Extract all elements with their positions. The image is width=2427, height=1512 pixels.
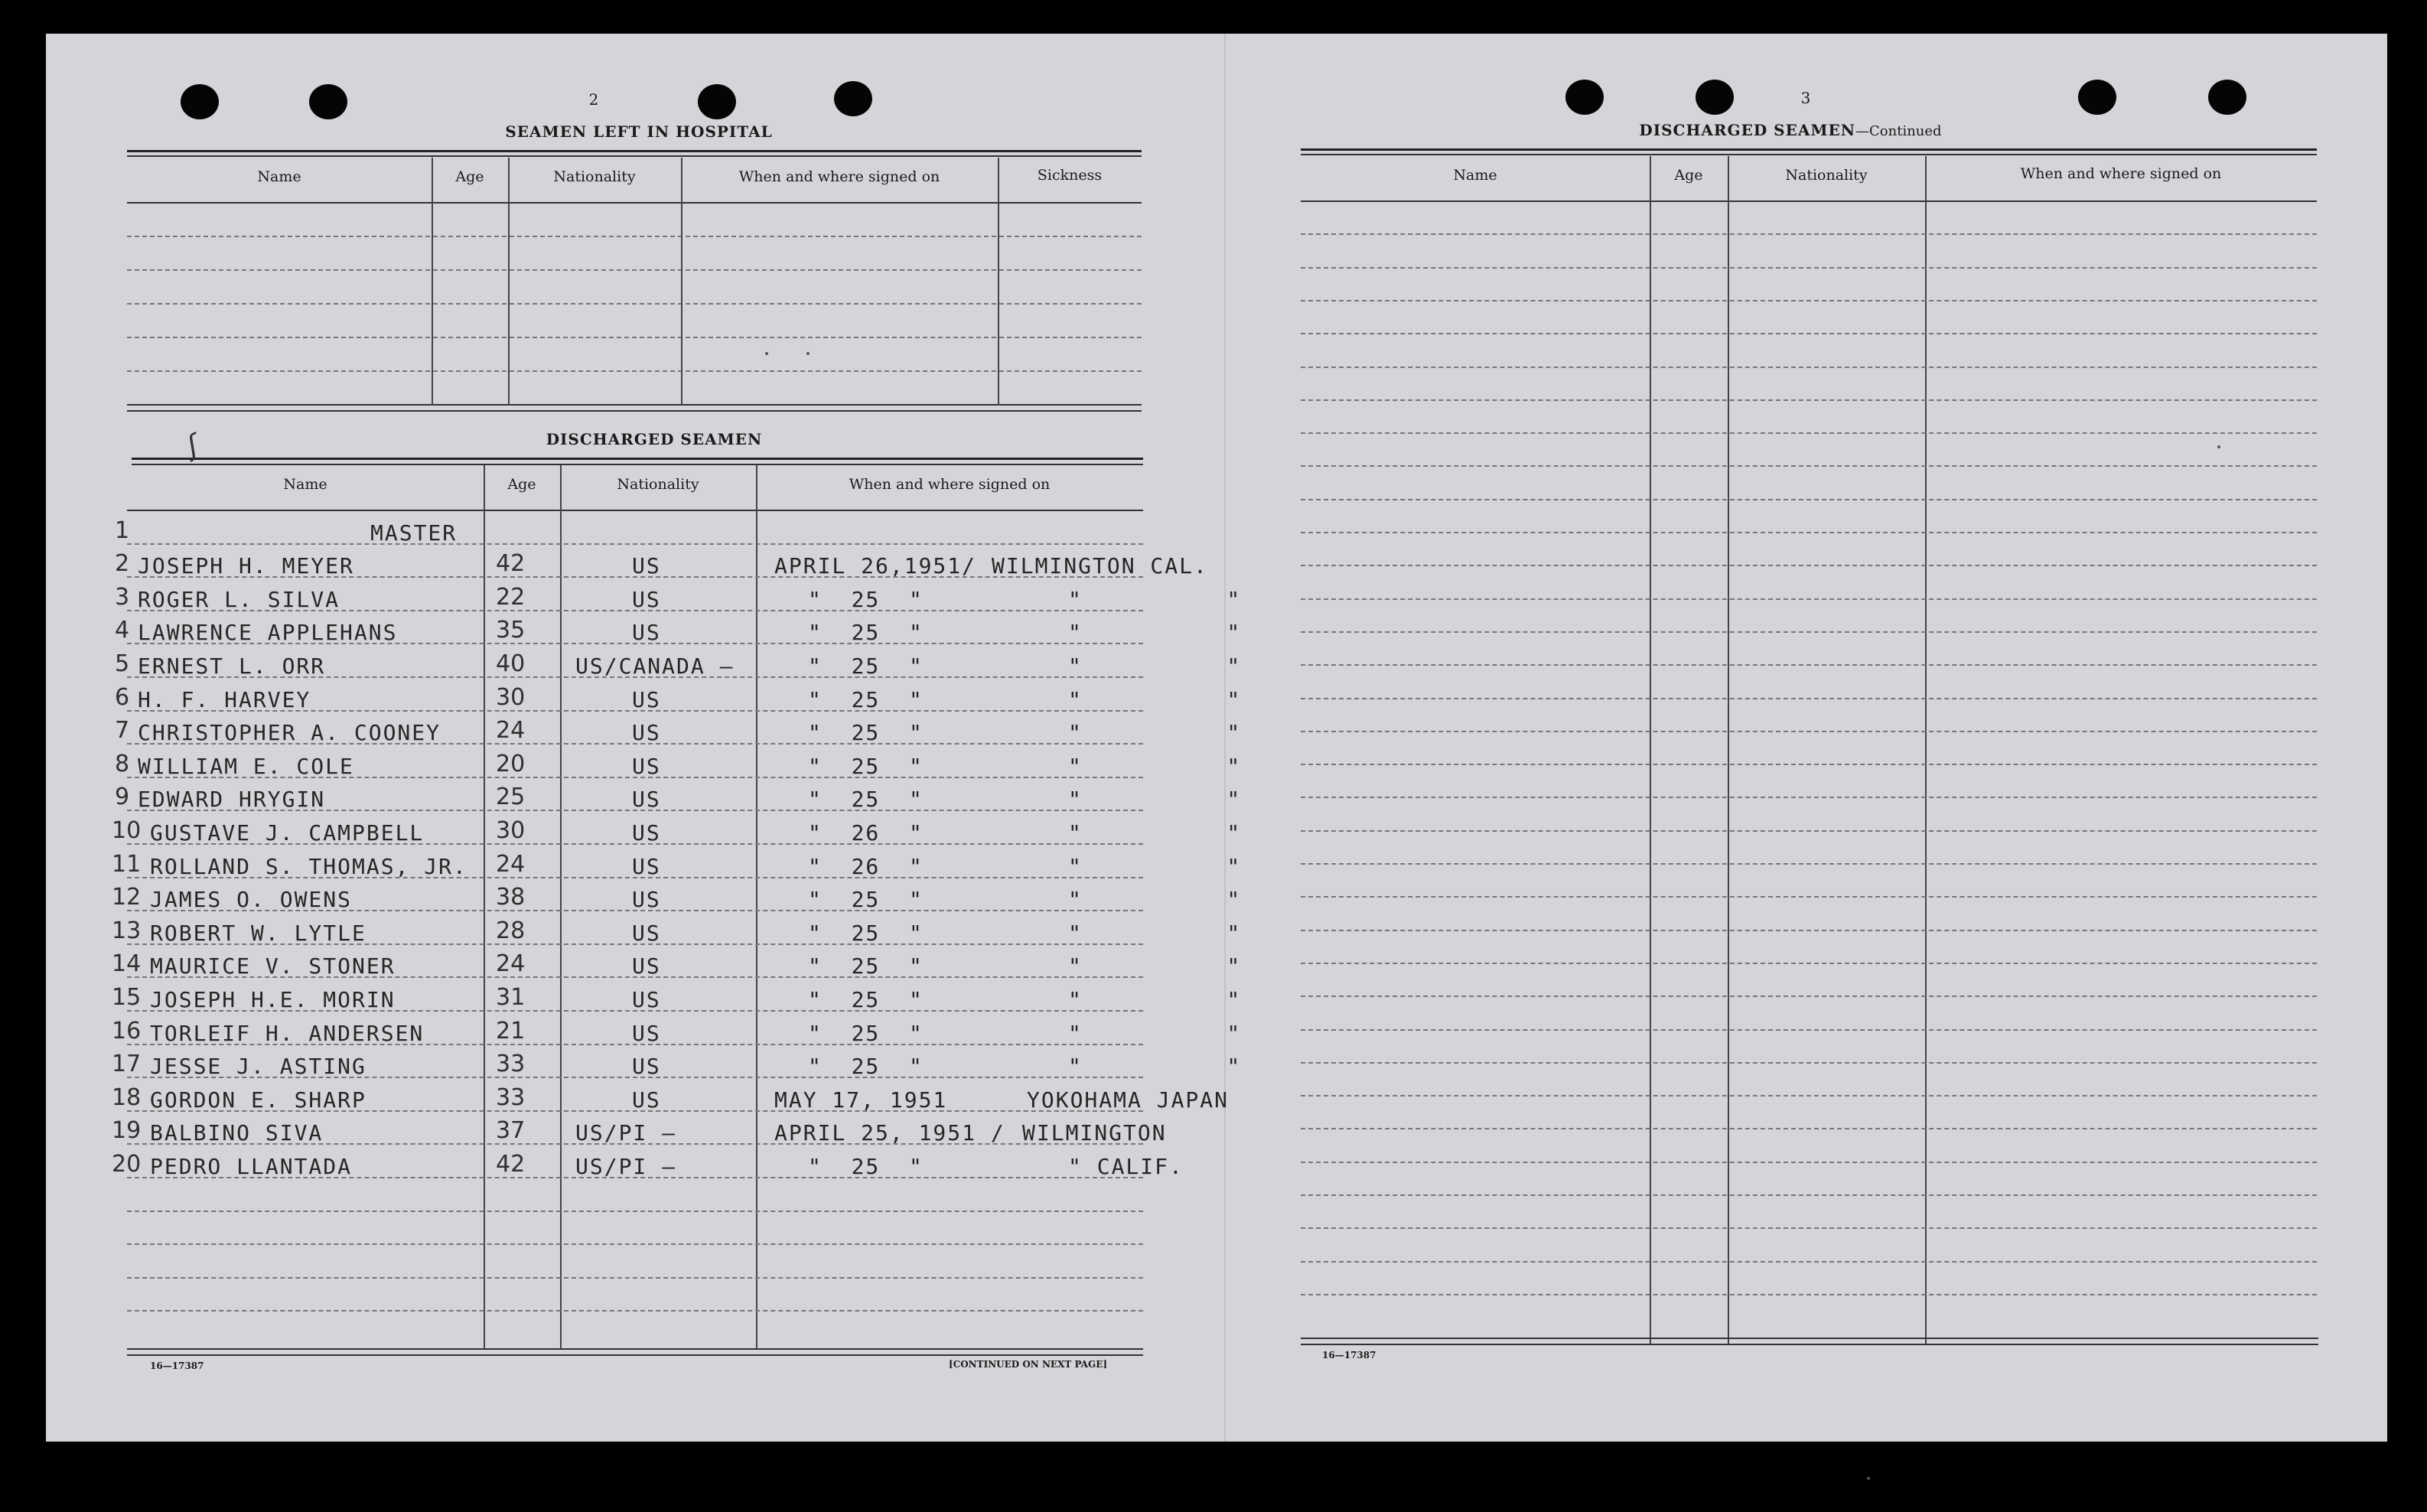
seaman-age: 25 <box>496 784 526 810</box>
seaman-name: JOSEPH H.E. MORIN <box>150 987 396 1012</box>
seaman-age: 24 <box>496 717 526 744</box>
signed-on-date: " 25 " <box>808 1021 924 1046</box>
ruled-line <box>1301 565 2317 566</box>
seaman-nationality: US <box>632 754 661 779</box>
ruled-line <box>1301 631 2317 633</box>
seaman-name: ROLLAND S. THOMAS, JR. <box>150 854 467 879</box>
signed-on-place: " " <box>1068 953 1242 979</box>
rule <box>1301 148 2317 151</box>
signed-on-date: " 25 " <box>808 887 924 912</box>
ruled-line <box>127 303 1142 305</box>
punch-hole <box>698 84 736 119</box>
seaman-age: 22 <box>496 584 526 611</box>
seaman-age: 21 <box>496 1018 526 1044</box>
row-number: 7 <box>115 717 130 744</box>
rule <box>127 404 1142 406</box>
signed-on-place: " " <box>1068 653 1242 679</box>
ruled-line <box>1301 333 2317 334</box>
ruled-line <box>1301 863 2317 865</box>
seaman-name: GUSTAVE J. CAMPBELL <box>150 820 425 846</box>
rule <box>1301 200 2317 202</box>
seaman-nationality: US <box>632 620 661 645</box>
seaman-name: JOSEPH H. MEYER <box>138 553 354 578</box>
discharged-col-nationality: Nationality <box>617 476 699 493</box>
row-number: 17 <box>112 1051 142 1077</box>
ruled-line <box>1301 963 2317 964</box>
signed-on-date: " 25 " <box>808 953 924 979</box>
hospital-col-age: Age <box>455 168 484 185</box>
seaman-nationality: US <box>632 553 661 578</box>
signed-on-date: " 26 " <box>808 854 924 879</box>
hospital-col-sickness: Sickness <box>1037 167 1103 184</box>
ruled-line <box>1301 532 2317 533</box>
signed-on-place: YOKOHAMA JAPAN <box>1027 1087 1230 1113</box>
seaman-age: 24 <box>496 851 526 878</box>
col-divider <box>484 465 485 1350</box>
ruled-line <box>127 337 1142 338</box>
signed-on-date: APRIL 25, 1951 / <box>774 1120 1005 1145</box>
ruled-line <box>127 1211 1143 1212</box>
left-form-number: 16—17387 <box>150 1360 204 1371</box>
row-number: 10 <box>112 817 142 844</box>
seaman-name: TORLEIF H. ANDERSEN <box>150 1021 425 1046</box>
ruled-line <box>1301 300 2317 301</box>
seaman-name: EDWARD HRYGIN <box>138 787 326 812</box>
seaman-age: 24 <box>496 950 526 977</box>
ruled-line <box>1301 1029 2317 1031</box>
hospital-col-nationality: Nationality <box>553 168 636 185</box>
ruled-line <box>1301 598 2317 600</box>
seaman-name: MAURICE V. STONER <box>150 953 396 979</box>
row-number: 19 <box>112 1117 142 1144</box>
punch-hole <box>309 84 347 119</box>
seaman-name: WILLIAM E. COLE <box>138 754 354 779</box>
seaman-nationality: US/PI — <box>575 1154 677 1179</box>
signed-on-place: " " <box>1068 720 1242 745</box>
seaman-name: ROBERT W. LYTLE <box>150 921 366 946</box>
seaman-nationality: US <box>632 720 661 745</box>
punch-hole <box>2208 80 2246 115</box>
seaman-nationality: US <box>632 820 661 846</box>
signed-on-date: " 25 " <box>808 720 924 745</box>
row-number: 4 <box>115 617 130 644</box>
right-form-number: 16—17387 <box>1322 1350 1376 1360</box>
ruled-line <box>1301 1095 2317 1097</box>
signed-on-place: " " <box>1068 1054 1242 1079</box>
ruled-line <box>1301 830 2317 832</box>
seaman-age: 37 <box>496 1117 526 1144</box>
ruled-line <box>1301 1194 2317 1196</box>
hospital-col-name: Name <box>257 168 301 185</box>
signed-on-place: " " <box>1068 587 1242 612</box>
rule <box>127 1354 1143 1356</box>
signed-on-place: " CALIF. <box>1068 1154 1184 1179</box>
row-number: 5 <box>115 650 130 677</box>
seaman-name: MASTER <box>370 520 458 546</box>
signed-on-place: " " <box>1068 820 1242 846</box>
ruled-line <box>1301 731 2317 732</box>
rule <box>1301 1338 2318 1339</box>
seaman-name: GORDON E. SHARP <box>150 1087 366 1113</box>
seaman-nationality: US <box>632 1087 661 1113</box>
seaman-name: LAWRENCE APPLEHANS <box>138 620 398 645</box>
seaman-age: 40 <box>496 650 526 677</box>
ruled-line <box>1301 996 2317 997</box>
ruled-line <box>1301 797 2317 798</box>
signed-on-place: " " <box>1068 987 1242 1012</box>
rule <box>127 155 1142 157</box>
col-divider <box>681 158 682 406</box>
punch-hole <box>1565 80 1604 115</box>
col-divider <box>432 158 433 406</box>
right-col-nationality: Nationality <box>1785 167 1868 184</box>
seaman-nationality: US <box>632 787 661 812</box>
left-page-number: 2 <box>588 90 599 109</box>
right-col-name: Name <box>1453 167 1497 184</box>
signed-on-place: " " <box>1068 754 1242 779</box>
row-number: 15 <box>112 984 142 1011</box>
seaman-age: 20 <box>496 751 526 777</box>
continued-note: [CONTINUED ON NEXT PAGE] <box>949 1359 1108 1370</box>
seaman-name: H. F. HARVEY <box>138 687 311 712</box>
row-number: 16 <box>112 1018 142 1044</box>
seaman-nationality: US <box>632 887 661 912</box>
rule <box>132 464 1143 465</box>
signed-on-place: " " <box>1068 1021 1242 1046</box>
signed-on-place: " " <box>1068 854 1242 879</box>
punch-hole <box>834 81 872 116</box>
row-number: 18 <box>112 1084 142 1111</box>
seaman-nationality: US <box>632 687 661 712</box>
row-number: 1 <box>115 517 130 544</box>
signed-on-place: " " <box>1068 787 1242 812</box>
seaman-age: 33 <box>496 1051 526 1077</box>
seaman-name: BALBINO SIVA <box>150 1120 324 1145</box>
ruled-line <box>1301 698 2317 699</box>
rule <box>127 150 1142 152</box>
signed-on-date: " 25 " <box>808 754 924 779</box>
seaman-age: 30 <box>496 817 526 844</box>
rule <box>127 1348 1143 1350</box>
seaman-age: 38 <box>496 884 526 911</box>
seaman-age: 42 <box>496 550 526 577</box>
ruled-line <box>1301 465 2317 467</box>
right-col-age: Age <box>1674 167 1703 184</box>
col-divider <box>508 158 510 406</box>
seaman-name: CHRISTOPHER A. COONEY <box>138 720 441 745</box>
discharged-col-signed-on: When and where signed on <box>849 476 1051 493</box>
row-number: 14 <box>112 950 142 977</box>
signed-on-date: " 25 " <box>808 653 924 679</box>
row-number: 6 <box>115 684 130 711</box>
seaman-nationality: US <box>632 921 661 946</box>
ruled-line <box>127 543 1143 545</box>
ruled-line <box>1301 1162 2317 1163</box>
seaman-nationality: US <box>632 587 661 612</box>
seaman-name: ERNEST L. ORR <box>138 653 326 679</box>
seaman-name: ROGER L. SILVA <box>138 587 340 612</box>
punch-hole <box>2078 80 2116 115</box>
ruled-line <box>127 370 1142 372</box>
right-title-main: DISCHARGED SEAMEN <box>1639 121 1856 139</box>
right-page-number: 3 <box>1800 89 1811 107</box>
seaman-nationality: US/PI — <box>575 1120 677 1145</box>
speck <box>806 352 810 355</box>
ruled-line <box>1301 499 2317 500</box>
ruled-line <box>127 269 1142 271</box>
speck <box>765 352 768 355</box>
seaman-age: 28 <box>496 917 526 944</box>
col-divider <box>560 465 562 1350</box>
signed-on-date: " 25 " <box>808 1054 924 1079</box>
seaman-nationality: US <box>632 987 661 1012</box>
punch-hole <box>181 84 219 119</box>
row-number: 3 <box>115 584 130 611</box>
seaman-name: JESSE J. ASTING <box>150 1054 366 1079</box>
signed-on-date: " 25 " <box>808 921 924 946</box>
speck <box>1867 1477 1870 1480</box>
signed-on-date: MAY 17, 1951 <box>774 1087 948 1113</box>
ruled-line <box>127 236 1142 237</box>
rule <box>132 458 1143 460</box>
seaman-nationality: US <box>632 953 661 979</box>
right-title-continued: —Continued <box>1855 123 1942 139</box>
hospital-title: SEAMEN LEFT IN HOSPITAL <box>505 122 773 141</box>
signed-on-place: " " <box>1068 620 1242 645</box>
ruled-line <box>127 1243 1143 1245</box>
signed-on-date: " 25 " <box>808 620 924 645</box>
row-number: 12 <box>112 884 142 911</box>
signed-on-place: " " <box>1068 687 1242 712</box>
seaman-age: 33 <box>496 1084 526 1111</box>
signed-on-date: " 25 " <box>808 587 924 612</box>
ruled-line <box>127 1310 1143 1312</box>
row-number: 8 <box>115 751 130 777</box>
seaman-age: 35 <box>496 617 526 644</box>
row-number: 13 <box>112 917 142 944</box>
ruled-line <box>1301 764 2317 765</box>
signed-on-place: " " <box>1068 887 1242 912</box>
row-number: 9 <box>115 784 130 810</box>
signed-on-date: " 25 " <box>808 987 924 1012</box>
signed-on-date: " 25 " <box>808 1154 924 1179</box>
punch-hole <box>1696 80 1734 115</box>
rule <box>127 510 1143 511</box>
margin-mark: ʃ <box>183 429 203 462</box>
right-page-title <box>1530 121 2051 139</box>
seaman-age: 30 <box>496 684 526 711</box>
signed-on-date: " 25 " <box>808 787 924 812</box>
row-number: 11 <box>112 851 142 878</box>
ruled-line <box>1301 233 2317 235</box>
signed-on-date: " 26 " <box>808 820 924 846</box>
speck <box>2217 445 2220 448</box>
ruled-line <box>1301 1062 2317 1064</box>
rule <box>1301 1344 2318 1345</box>
signed-on-place: WILMINGTON <box>1022 1120 1167 1145</box>
seaman-nationality: US <box>632 854 661 879</box>
row-number: 2 <box>115 550 130 577</box>
rule <box>127 410 1142 412</box>
hospital-col-signed-on: When and where signed on <box>738 168 940 185</box>
ruled-line <box>1301 664 2317 666</box>
rule <box>1301 154 2317 155</box>
ruled-line <box>1301 1261 2317 1263</box>
seaman-name: JAMES O. OWENS <box>150 887 353 912</box>
right-col-signed-on: When and where signed on <box>2020 165 2222 182</box>
signed-on-date: APRIL 26,1951/ <box>774 553 977 578</box>
col-divider <box>756 465 757 1350</box>
seaman-name: PEDRO LLANTADA <box>150 1154 353 1179</box>
ruled-line <box>1301 267 2317 269</box>
ruled-line <box>1301 896 2317 898</box>
seaman-nationality: US <box>632 1021 661 1046</box>
ruled-line <box>1301 399 2317 401</box>
discharged-title: DISCHARGED SEAMEN <box>546 430 763 448</box>
signed-on-date: " 25 " <box>808 687 924 712</box>
seaman-age: 42 <box>496 1151 526 1178</box>
seaman-nationality: US <box>632 1054 661 1079</box>
ruled-line <box>1301 432 2317 434</box>
row-number: 20 <box>112 1151 142 1178</box>
ruled-line <box>1301 1227 2317 1229</box>
ruled-line <box>1301 367 2317 368</box>
ruled-line <box>1301 1294 2317 1295</box>
ruled-line <box>1301 930 2317 931</box>
seaman-nationality: US/CANADA — <box>575 653 735 679</box>
signed-on-place: " " <box>1068 921 1242 946</box>
discharged-col-name: Name <box>283 476 327 493</box>
seaman-age: 31 <box>496 984 526 1011</box>
discharged-col-age: Age <box>507 476 536 493</box>
ruled-line <box>1301 1128 2317 1129</box>
signed-on-place: WILMINGTON CAL. <box>992 553 1208 578</box>
col-divider <box>998 158 999 406</box>
ruled-line <box>127 1277 1143 1279</box>
rule <box>127 202 1142 204</box>
